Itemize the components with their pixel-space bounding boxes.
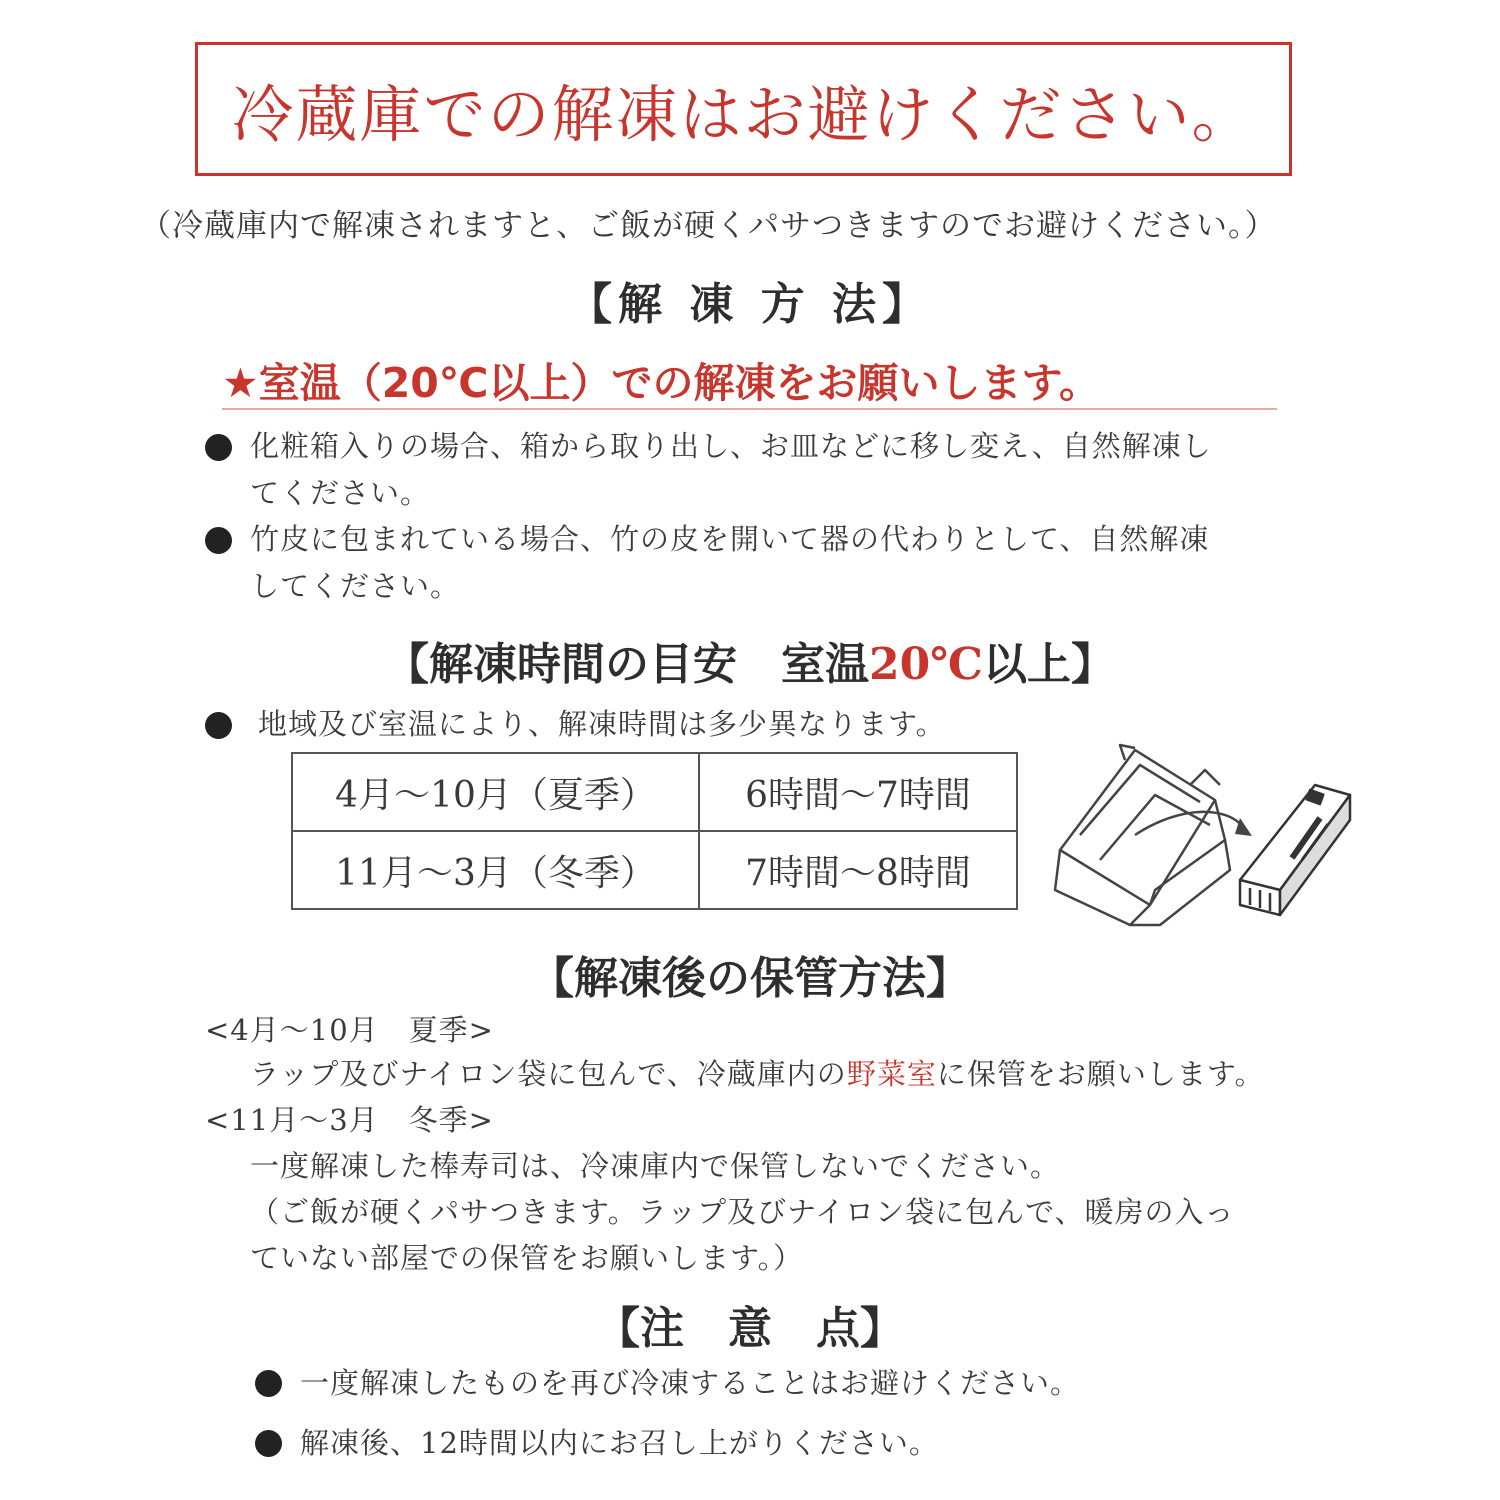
bullet-dot-icon <box>255 1430 282 1457</box>
method-bullet-1-line2: てください。 <box>250 476 431 510</box>
warning-note: （冷蔵庫内で解凍されますと、ご飯が硬くパサつきますのでお避けください。） <box>140 208 1277 244</box>
winter-line-1: 一度解凍した棒寿司は、冷凍庫内で保管しないでください。 <box>250 1149 1061 1183</box>
summer-instruction-post: に保管をお願いします。 <box>936 1057 1265 1091</box>
winter-line-3: ていない部屋での保管をお願いします。） <box>250 1241 804 1275</box>
winter-label: <11月～3月 冬季> <box>205 1103 494 1137</box>
time-cell: 6時間～7時間 <box>699 753 1017 831</box>
caution-item-1: 一度解凍したものを再び冷凍することはお避けください。 <box>300 1366 1081 1400</box>
season-cell: 11月～3月（冬季） <box>292 831 699 909</box>
method-bullet-1 <box>250 423 1300 517</box>
time-note: 地域及び室温により、解凍時間は多少異なります。 <box>258 707 946 741</box>
bullet-dot-icon <box>205 712 232 739</box>
caution-heading: 【注 意 点】 <box>596 1303 904 1354</box>
table-row <box>292 753 1017 831</box>
summer-label: <4月～10月 夏季> <box>205 1013 494 1047</box>
caution-item-2: 解凍後、12時間以内にお召し上がりください。 <box>300 1426 939 1460</box>
method-bullet-2-line2: してください。 <box>250 569 461 603</box>
unpack-illustration <box>1040 740 1370 930</box>
warning-box <box>195 42 1292 176</box>
storage-heading: 【解凍後の保管方法】 <box>530 953 970 1004</box>
thaw-method-heading: 【解 凍 方 法】 <box>568 279 932 330</box>
method-bullet-1-line1: 化粧箱入りの場合、箱から取り出し、お皿などに移し変え、自然解凍し <box>250 429 1212 463</box>
table-row <box>292 831 1017 909</box>
method-bullet-2-line1: 竹皮に包まれている場合、竹の皮を開いて器の代わりとして、自然解凍 <box>250 522 1210 556</box>
room-temp-instruction: ★室温（20℃以上）での解凍をお願いします。 <box>222 350 1277 410</box>
time-cell: 7時間～8時間 <box>699 831 1017 909</box>
bullet-dot-icon <box>255 1370 282 1397</box>
summer-instruction-pre: ラップ及びナイロン袋に包んで、冷蔵庫内の <box>250 1057 847 1091</box>
thaw-time-heading-prefix: 【解凍時間の目安 室温 <box>385 639 870 690</box>
warning-title: 冷蔵庫での解凍はお避けください。 <box>231 77 1256 151</box>
season-cell: 4月～10月（夏季） <box>292 753 699 831</box>
bullet-dot-icon <box>205 434 232 461</box>
winter-line-2: （ご飯が硬くパサつきます。ラップ及びナイロン袋に包んで、暖房の入っ <box>250 1195 1235 1229</box>
bullet-dot-icon <box>205 527 232 554</box>
thaw-time-heading-temp: 20℃ <box>869 639 983 690</box>
method-bullet-2 <box>250 516 1300 610</box>
summer-instruction <box>250 1052 1265 1093</box>
vegetable-compartment-highlight: 野菜室 <box>846 1057 937 1091</box>
thaw-time-heading <box>0 628 1500 692</box>
thaw-time-table <box>291 752 1018 910</box>
thaw-time-heading-suffix: 以上】 <box>982 639 1115 690</box>
